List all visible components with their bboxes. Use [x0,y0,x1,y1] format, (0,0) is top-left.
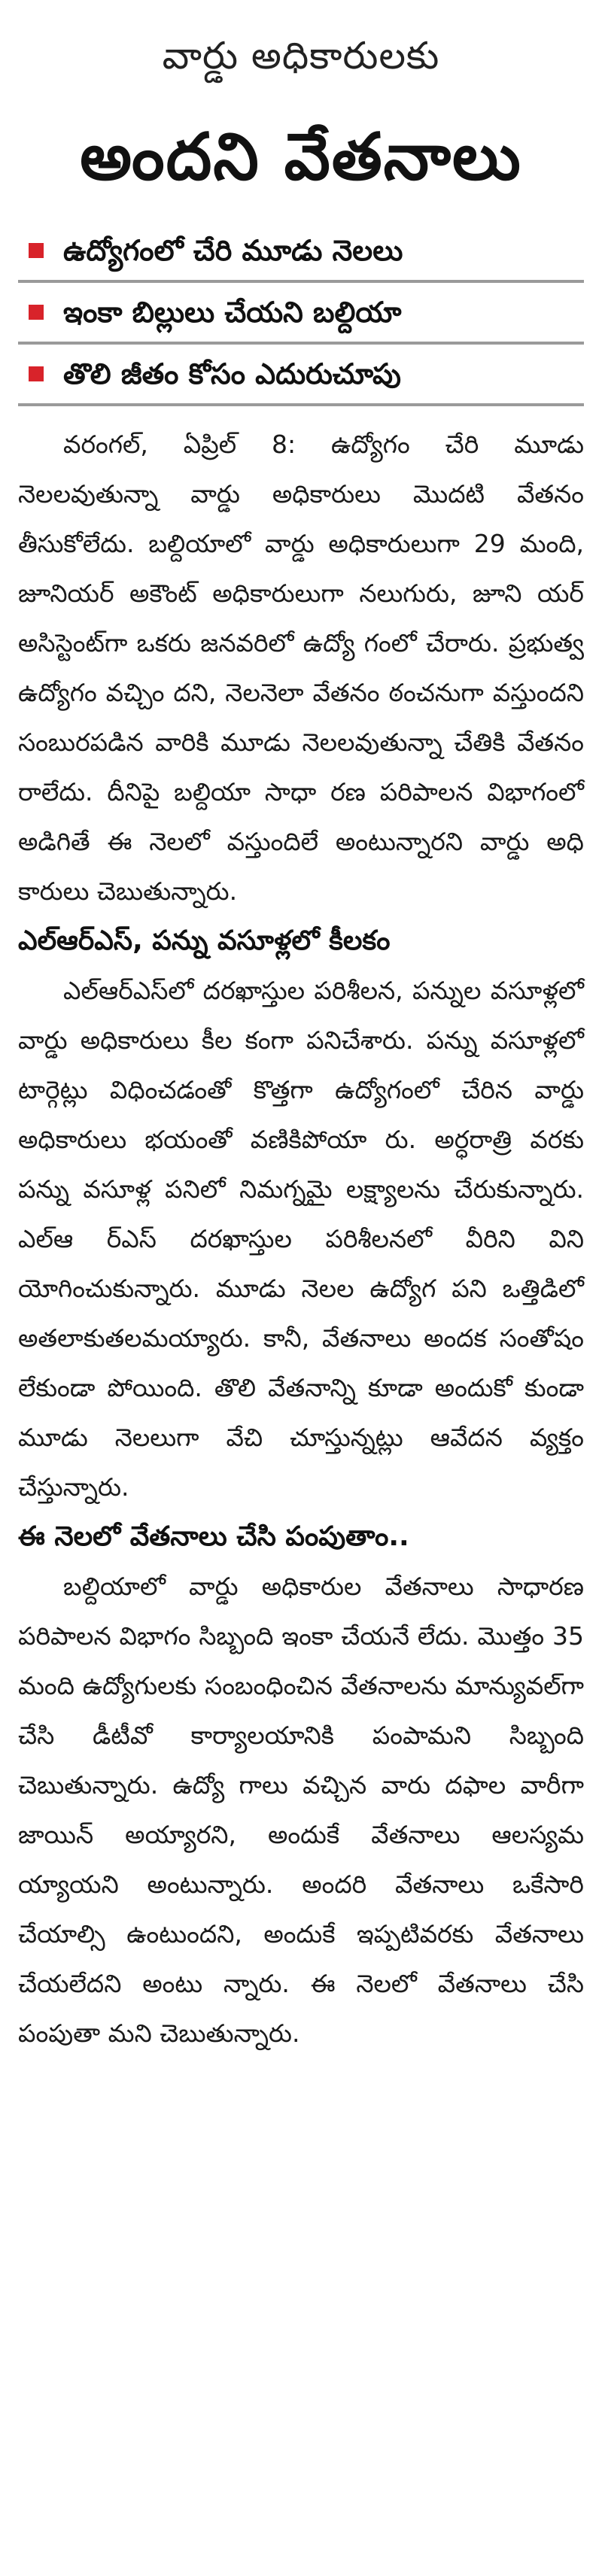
section-subheading: ఈ నెలలో వేతనాలు చేసి పంపుతాం.. [18,1521,409,1552]
highlights-list [18,221,584,406]
highlight-item [18,221,584,283]
section-subheading: ఎల్‌ఆర్‌ఎస్‌, పన్ను వసూళ్లలో కీలకం [18,925,391,956]
body-paragraph: వరంగల్‌, ఏప్రిల్‌ 8: ఉద్యోగం చేరి మూడు నెలలవుతున్నా వార్డు అధికారులు మొదటి వేతనం తీసుకోలేదు. బల్దియాలో వార్డు అధికారులుగా 29 మంది, జూనియర్‌ అకౌంట్‌ అధికారులుగా నలుగురు, జూని యర్‌ అసిస్టెంట్‌గా ఒకరు జనవరిలో ఉద్యో గంలో చేరారు. ప్రభుత్వ ఉద్యోగం వచ్చిం దని, నెలనెలా వేతనం ఠంచనుగా వస్తుందని సంబురపడిన వారికి మూడు నెలలవుతున్నా చేతికి వేతనం రాలేదు. దీనిపై బల్దియా సాధా రణ పరిపాలన విభాగంలో అడిగితే ఈ నెలలో వస్తుందిలే అంటున్నారని వార్డు అధి కారులు చెబుతున్నారు. [18,430,584,906]
square-bullet-icon [29,243,44,258]
body-paragraph: బల్దియాలో వార్డు అధికారుల వేతనాలు సాధారణ పరిపాలన విభాగం సిబ్బంది ఇంకా చేయనే లేదు. మొత్తం 35 మంది ఉద్యోగులకు సంబంధించిన వేతనాలను మాన్యువల్‌గా చేసి డీటీవో కార్యాలయానికి పంపామని సిబ్బంది చెబుతున్నారు. ఉద్యో గాలు వచ్చిన వారు దఫాల వారీగా జాయిన్‌ అయ్యారని, అందుకే వేతనాలు ఆలస్యమ య్యాయని అంటున్నారు. అందరి వేతనాలు ఒకేసారి చేయాల్సి ఉంటుందని, అందుకే ఇప్పటివరకు వేతనాలు చేయలేదని అంటు న్నారు. ఈ నెలలో వేతనాలు చేసి పంపుతా మని చెబుతున్నారు. [18,1572,584,2048]
body-paragraph: ఎల్‌ఆర్‌ఎస్‌లో దరఖాస్తుల పరిశీలన, పన్నుల వసూళ్లలో వార్డు అధికారులు కీల కంగా పనిచేశారు. పన్ను వసూళ్లలో టార్గెట్లు విధించడంతో కొత్తగా ఉద్యోగంలో చేరిన వార్డు అధికారులు భయంతో వణికిపోయా రు. అర్ధరాత్రి వరకు పన్ను వసూళ్ల పనిలో నిమగ్నమై లక్ష్యాలను చేరుకున్నారు. ఎల్‌ఆ ర్‌ఎస్‌ దరఖాస్తుల పరిశీలనలో వీరిని విని యోగించుకున్నారు. మూడు నెలల ఉద్యోగ పని ఒత్తిడిలో అతలాకుతలమయ్యారు. కానీ, వేతనాలు అందక సంతోషం లేకుండా పోయింది. తొలి వేతనాన్ని కూడా అందుకో కుండా మూడు నెలలుగా వేచి చూస్తున్నట్లు ఆవేదన వ్యక్తం చేస్తున్నారు. [18,976,584,1502]
highlight-text: తొలి జీతం కోసం ఎదురుచూపు [63,357,401,390]
article-headline: అందని వేతనాలు [80,120,522,195]
highlight-item [18,283,584,345]
article-kicker: వార్డు అధికారులకు [162,34,440,77]
square-bullet-icon [29,366,44,381]
highlight-item [18,345,584,406]
article-body [18,420,584,2058]
square-bullet-icon [29,305,44,320]
highlight-text: ఇంకా బిల్లులు చేయని బల్దియా [63,296,402,329]
highlight-text: ఉద్యోగంలో చేరి మూడు నెలలు [63,234,403,267]
